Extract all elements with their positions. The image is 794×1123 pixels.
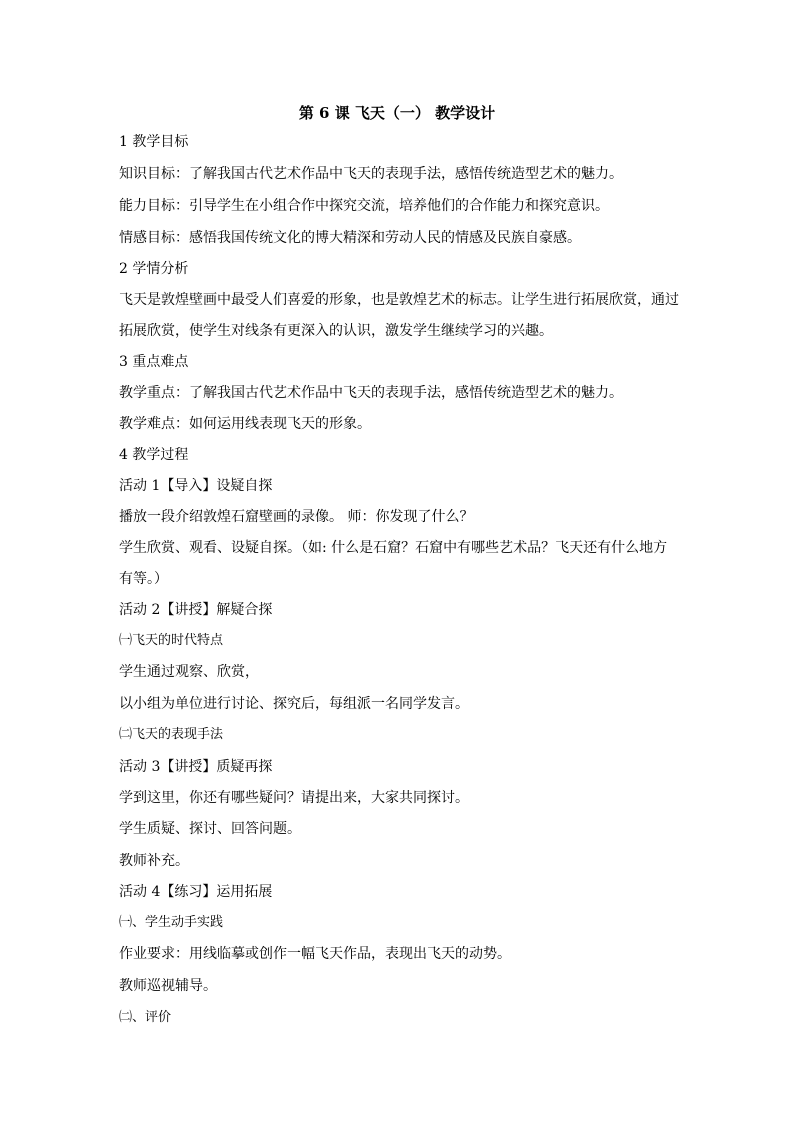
key-point: 教学重点：了解我国古代艺术作品中飞天的表现手法，感悟传统造型艺术的魅力。 bbox=[119, 385, 623, 401]
activity-4-text-1: 作业要求：用线临摹或创作一幅飞天作品，表现出飞天的动势。 bbox=[119, 946, 511, 962]
section-heading-process: 4 教学过程 bbox=[119, 447, 189, 463]
activity-3-text-2: 学生质疑、探讨、回答问题。 bbox=[119, 821, 301, 837]
activity-1-text: 播放一段介绍敦煌石窟壁画的录像。 师：你发现了什么？ bbox=[119, 509, 474, 525]
ability-goal: 能力目标：引导学生在小组合作中探究交流，培养他们的合作能力和探究意识。 bbox=[119, 198, 609, 214]
activity-4-text-2: 教师巡视辅导。 bbox=[119, 978, 217, 994]
difficult-point: 教学难点：如何运用线表现飞天的形象。 bbox=[119, 416, 371, 432]
activity-1-detail-line-1: 学生欣赏、观看、设疑自探。（如: 什么是石窟？石窟中有哪些艺术品？飞天还有什么地方 bbox=[119, 540, 668, 556]
activity-2-sub-1: ㈠飞天的时代特点 bbox=[119, 633, 224, 648]
activity-2-text-1: 学生通过观察、欣赏， bbox=[119, 664, 259, 680]
analysis-paragraph-line-1: 飞天是敦煌壁画中最受人们喜爱的形象，也是敦煌艺术的标志。让学生进行拓展欣赏，通过 bbox=[119, 292, 679, 308]
activity-2-heading: 活动 2【讲授】解疑合探 bbox=[119, 602, 273, 618]
section-heading-objectives: 1 教学目标 bbox=[119, 134, 189, 150]
activity-2-sub-2: ㈡飞天的表现手法 bbox=[119, 727, 224, 742]
activity-1-detail-line-2: 有等。） bbox=[119, 571, 168, 587]
activity-3-text-3: 教师补充。 bbox=[119, 853, 189, 869]
section-heading-analysis: 2 学情分析 bbox=[119, 261, 189, 277]
activity-4-sub-2: ㈡、评价 bbox=[119, 1010, 172, 1025]
activity-2-text-2: 以小组为单位进行讨论、探究后，每组派一名同学发言。 bbox=[119, 696, 469, 712]
activity-1-heading: 活动 1【导入】设疑自探 bbox=[119, 478, 273, 494]
activity-4-heading: 活动 4【练习】运用拓展 bbox=[119, 884, 273, 900]
section-heading-key-points: 3 重点难点 bbox=[119, 354, 189, 370]
emotion-goal: 情感目标：感悟我国传统文化的博大精深和劳动人民的情感及民族自豪感。 bbox=[119, 230, 581, 246]
analysis-paragraph-line-2: 拓展欣赏，使学生对线条有更深入的认识，激发学生继续学习的兴趣。 bbox=[119, 323, 553, 339]
activity-3-text-1: 学到这里，你还有哪些疑问？请提出来，大家共同探讨。 bbox=[119, 790, 469, 806]
document-title: 第 6 课 飞天（一） 教学设计 bbox=[298, 104, 496, 122]
knowledge-goal: 知识目标：了解我国古代艺术作品中飞天的表现手法，感悟传统造型艺术的魅力。 bbox=[119, 166, 623, 182]
activity-3-heading: 活动 3【讲授】质疑再探 bbox=[119, 759, 273, 775]
activity-4-sub-1: ㈠、学生动手实践 bbox=[119, 915, 224, 930]
